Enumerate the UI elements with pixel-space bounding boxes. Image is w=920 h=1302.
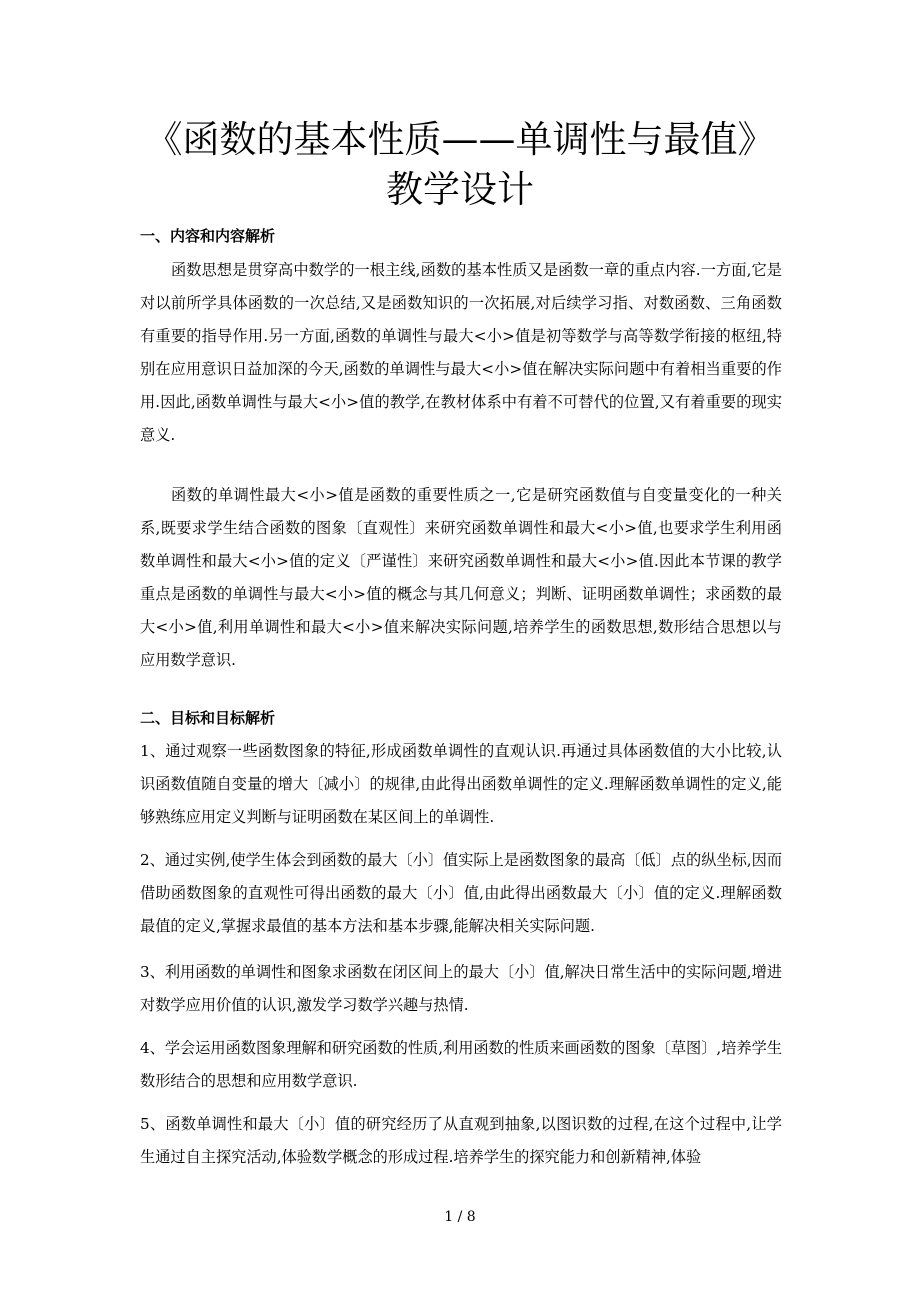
objective-item-2: 2、通过实例,使学生体会到函数的最大〔小〕值实际上是函数图象的最高〔低〕点的纵坐标,因而借助函数图象的直观性可得出函数的最大〔小〕值,由此得出函数最大〔小〕值的定义.理解函数最值的定义,掌握求最值的基本方法和基本步骤,能解决相关实际问题. [140, 851, 783, 935]
section1-paragraph2: 函数的单调性最大<小>值是函数的重要性质之一,它是研究函数值与自变量变化的一种关系,既要求学生结合函数的图象〔直观性〕来研究函数单调性和最大<小>值,也要求学生利用函数单调性和最大<小>值的定义〔严谨性〕来研究函数单调性和最大<小>值.因此本节课的教学重点是函数的单调性与最大<小>值的概念与其几何意义；判断、证明函数单调性；求函数的最大<小>值,利用单调性和最大<小>值来解决实际问题,培养学生的函数思想,数形结合思想以与应用数学意识. [140, 486, 782, 669]
objective-item-3: 3、利用函数的单调性和图象求函数在闭区间上的最大〔小〕值,解决日常生活中的实际问题,增进对数学应用价值的认识,激发学习数学兴趣与热情. [140, 963, 783, 1014]
objective-item-1: 1、通过观察一些函数图象的特征,形成函数单调性的直观认识.再通过具体函数值的大小比较,认识函数值随自变量的增大〔减小〕的规律,由此得出函数单调性的定义.理解函数单调性的定义,能够熟练应用定义判断与证明函数在某区间上的单调性. [140, 742, 782, 826]
document-title-line2: 教学设计 [386, 168, 534, 211]
section1-paragraph1: 函数思想是贯穿高中数学的一根主线,函数的基本性质又是函数一章的重点内容.一方面,它是对以前所学具体函数的一次总结,又是函数知识的一次拓展,对后续学习指、对数函数、三角函数有重要的指导作用.另一方面,函数的单调性与最大<小>值是初等数学与高等数学衔接的枢纽,特别在应用意识日益加深的今天,函数的单调性与最大<小>值在解决实际问题中有着相当重要的作用.因此,函数单调性与最大<小>值的教学,在教材体系中有着不可替代的位置,又有着重要的现实意义. [140, 261, 782, 444]
section1-heading: 一、内容和内容解析 [140, 227, 276, 245]
document-title-line1: 《函数的基本性质——单调性与最值》 [145, 118, 775, 161]
section2-heading: 二、目标和目标解析 [140, 709, 276, 727]
objective-item-5: 5、函数单调性和最大〔小〕值的研究经历了从直观到抽象,以图识数的过程,在这个过程中,让学生通过自主探究活动,体验数学概念的形成过程.培养学生的探究能力和创新精神,体验 [140, 1115, 782, 1166]
objective-item-4: 4、学会运用函数图象理解和研究函数的性质,利用函数的性质来画函数的图象〔草图〕,培养学生数形结合的思想和应用数学意识. [140, 1039, 783, 1090]
page-number: 1 / 8 [444, 1209, 476, 1225]
